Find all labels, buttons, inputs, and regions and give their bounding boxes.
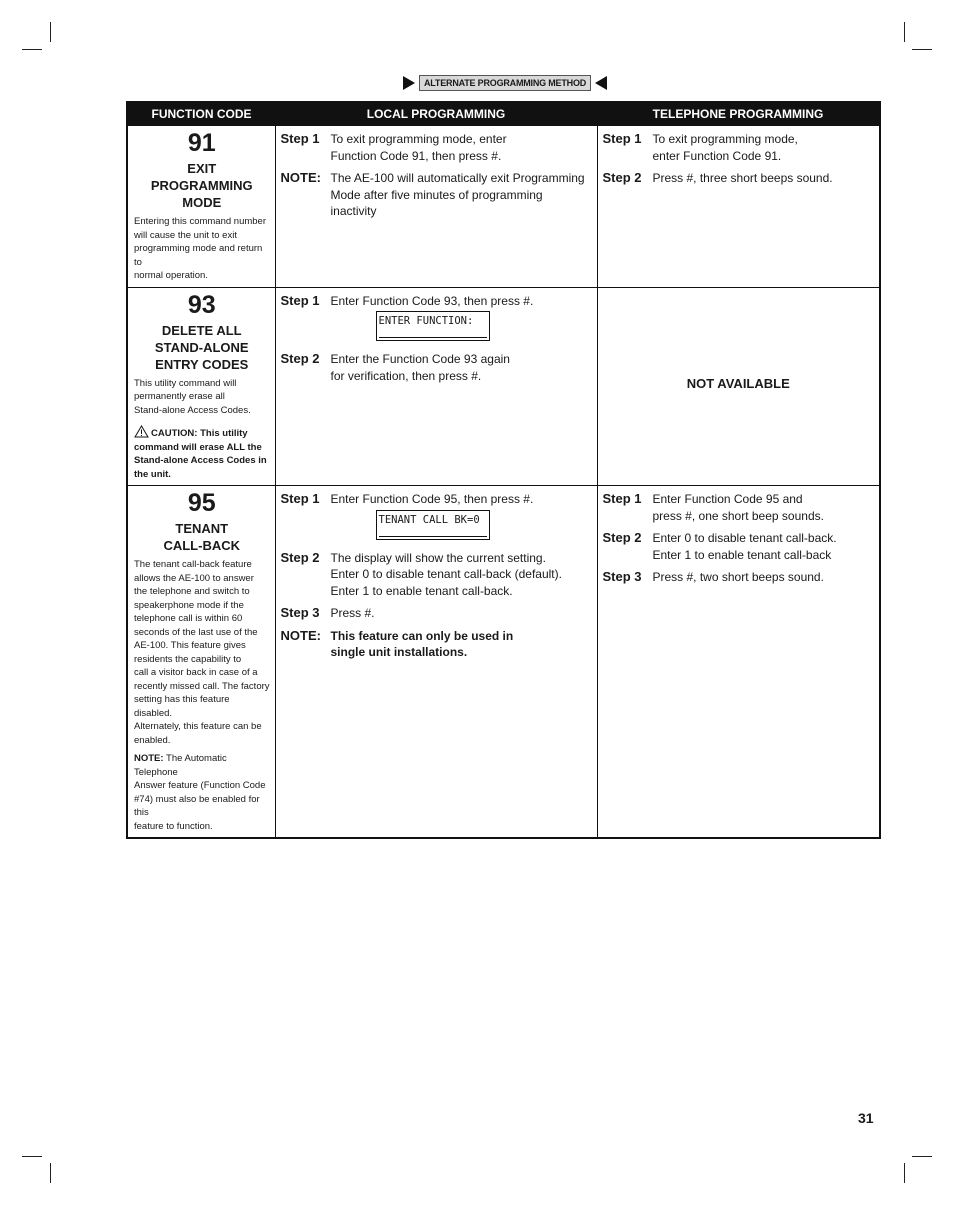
crop-mark: [904, 1163, 905, 1183]
note: [281, 170, 592, 220]
step-line: single unit installations.: [330, 645, 468, 659]
function-code-cell: [127, 486, 275, 839]
crop-mark: [912, 49, 932, 50]
step: [603, 131, 875, 164]
step: [603, 569, 875, 586]
step-text: [331, 605, 592, 622]
lcd-display: TENANT CALL BK=0: [376, 510, 490, 540]
note-line: feature to function.: [134, 820, 213, 832]
caution-line: command will erase ALL the: [134, 441, 262, 453]
name-line: STAND-ALONE: [154, 339, 249, 355]
function-code-name: [134, 520, 270, 554]
function-description: [134, 377, 270, 418]
function-code-name: [134, 160, 270, 211]
crop-mark: [50, 22, 51, 42]
description-line: Alternately, this feature can be: [134, 721, 262, 732]
step-text: [653, 530, 875, 563]
note-label: NOTE:: [280, 170, 321, 185]
step-line: Enter Function Code 95, then press #.: [330, 492, 534, 506]
step-line: To exit programming mode, enter: [330, 132, 507, 146]
function-code-cell: [127, 126, 275, 288]
description-line: recently missed call. The factory: [134, 680, 270, 692]
page-number: 31: [858, 1110, 874, 1126]
description-line: enabled.: [134, 734, 171, 746]
step-line: Press #.: [330, 606, 375, 620]
step-line: Mode after five minutes of programming inactivity: [330, 187, 543, 218]
table-row: [127, 287, 880, 486]
note: [281, 628, 592, 661]
step-text: [331, 293, 592, 310]
step-label: Step 2: [280, 351, 320, 366]
step-line: Enter 0 to disable tenant call-back.: [652, 531, 837, 545]
step-line: This feature can only be used in: [330, 628, 514, 643]
note-line: #74) must also be enabled for this: [134, 793, 260, 818]
column-header: TELEPHONE PROGRAMMING: [597, 102, 880, 126]
step-line: Enter 1 to enable tenant call-back.: [330, 583, 513, 598]
step-text: [331, 491, 592, 508]
name-line: ENTRY CODES: [155, 356, 249, 372]
description-line: speakerphone mode if the: [134, 599, 244, 611]
step-label: Step 3: [280, 605, 320, 620]
name-line: CALL-BACK: [163, 538, 241, 553]
telephone-programming-cell: [597, 287, 880, 486]
arrow-right-icon: [403, 76, 415, 90]
crop-mark: [22, 1156, 42, 1157]
step-line: Enter Function Code 93, then press #.: [330, 293, 534, 308]
note-label: NOTE:: [134, 753, 164, 764]
step-line: To exit programming mode,: [652, 132, 798, 146]
step-line: Enter Function Code 95 and: [652, 492, 803, 506]
name-line: EXIT: [187, 161, 217, 176]
description-line: seconds of the last use of the: [134, 626, 258, 638]
description-line: AE-100. This feature gives: [134, 640, 246, 651]
step-text: [653, 491, 875, 524]
description-line: setting has this feature disabled.: [134, 694, 230, 719]
step-label: Step 2: [602, 530, 642, 545]
description-line: call a visitor back in case of a: [134, 667, 258, 678]
name-line: DELETE ALL: [161, 322, 242, 338]
table-header-row: [127, 102, 880, 126]
step: [281, 605, 592, 622]
step-line: Press #, two short beeps sound.: [652, 570, 824, 584]
function-code-number: 91: [187, 129, 216, 157]
arrow-left-icon: [595, 76, 607, 90]
step-line: Enter 0 to disable tenant call-back (default).: [330, 567, 562, 581]
function-code-cell: [127, 287, 275, 486]
step-line: press #, one short beep sounds.: [652, 508, 824, 523]
function-note: [134, 752, 270, 833]
function-description: [134, 215, 270, 283]
description-line: telephone call is within 60: [134, 613, 243, 624]
step-line: enter Function Code 91.: [652, 148, 782, 163]
name-line: MODE: [182, 195, 222, 210]
description-line: permanently erase all: [134, 391, 225, 402]
name-line: TENANT: [175, 521, 229, 536]
step-label: Step 1: [602, 131, 642, 146]
step-text: [653, 131, 875, 164]
step-line: The display will show the current setting.: [330, 550, 546, 565]
section-label: ALTERNATE PROGRAMMING METHOD: [419, 75, 591, 91]
step-text: [653, 170, 875, 187]
note-line: Answer feature (Function Code: [134, 780, 266, 791]
section-header: [403, 73, 607, 93]
function-code-number: 93: [187, 290, 216, 319]
function-code-name: [134, 322, 270, 373]
step-line: Function Code 91, then press #.: [330, 148, 502, 163]
function-code-number: 95: [187, 489, 216, 517]
description-line: programming mode and return to: [134, 243, 263, 268]
name-line: PROGRAMMING: [150, 178, 253, 193]
description-line: the telephone and switch to: [134, 586, 250, 597]
description-line: allows the AE-100 to answer: [134, 572, 254, 584]
caution-note: [134, 425, 270, 481]
telephone-programming-cell: [597, 486, 880, 839]
telephone-programming-cell: [597, 126, 880, 288]
table-row: [127, 126, 880, 288]
function-description: [134, 558, 270, 747]
description-line: residents the capability to: [134, 653, 242, 665]
note-text: [331, 170, 592, 220]
step: [281, 491, 592, 508]
step-label: Step 1: [280, 292, 320, 308]
caution-line: the unit.: [134, 468, 171, 480]
crop-mark: [904, 22, 905, 42]
step-line: Press #, three short beeps sound.: [652, 171, 833, 185]
step-text: [331, 550, 592, 600]
step: [281, 293, 592, 310]
step-label: Step 2: [602, 170, 642, 185]
step-text: [331, 351, 592, 384]
lcd-display: ENTER FUNCTION:: [376, 311, 490, 341]
step: [281, 351, 592, 384]
step: [281, 550, 592, 600]
description-line: normal operation.: [134, 270, 208, 281]
step-line: for verification, then press #.: [330, 368, 482, 383]
note-text: The Automatic Telephone: [134, 753, 227, 778]
crop-mark: [22, 49, 42, 50]
crop-mark: [912, 1156, 932, 1157]
local-programming-cell: [275, 287, 597, 486]
description-line: Entering this command number: [134, 216, 267, 227]
step-text: [653, 569, 875, 586]
step-label: Step 3: [602, 569, 642, 584]
step-label: Step 1: [602, 491, 642, 506]
description-line: The tenant call-back feature: [134, 559, 252, 570]
step-line: Enter the Function Code 93 again: [330, 352, 510, 366]
step-line: Enter 1 to enable tenant call-back: [652, 547, 832, 562]
step: [281, 131, 592, 164]
step: [603, 170, 875, 187]
caution-label: CAUTION:: [151, 428, 198, 439]
crop-mark: [50, 1163, 51, 1183]
note-text: [331, 628, 592, 661]
description-line: will cause the unit to exit: [134, 229, 237, 241]
column-header: FUNCTION CODE: [127, 102, 275, 126]
note-label: NOTE:: [280, 627, 321, 643]
description-line: Stand-alone Access Codes.: [134, 404, 251, 416]
local-programming-cell: [275, 126, 597, 288]
step-label: Step 1: [280, 491, 320, 506]
table-row: [127, 486, 880, 839]
step: [603, 530, 875, 563]
programming-table: [126, 101, 881, 839]
column-header: LOCAL PROGRAMMING: [275, 102, 597, 126]
step-label: Step 2: [280, 549, 320, 565]
warning-triangle-icon: [134, 425, 149, 438]
caution-line: Stand-alone Access Codes in: [134, 455, 267, 466]
caution-text: This utility: [200, 428, 248, 439]
step-line: The AE-100 will automatically exit Programming: [330, 171, 585, 185]
not-available-label: NOT AVAILABLE: [686, 376, 790, 391]
step-label: Step 1: [280, 131, 320, 146]
step-text: [331, 131, 592, 164]
step: [603, 491, 875, 524]
description-line: This utility command will: [134, 377, 237, 389]
local-programming-cell: [275, 486, 597, 839]
